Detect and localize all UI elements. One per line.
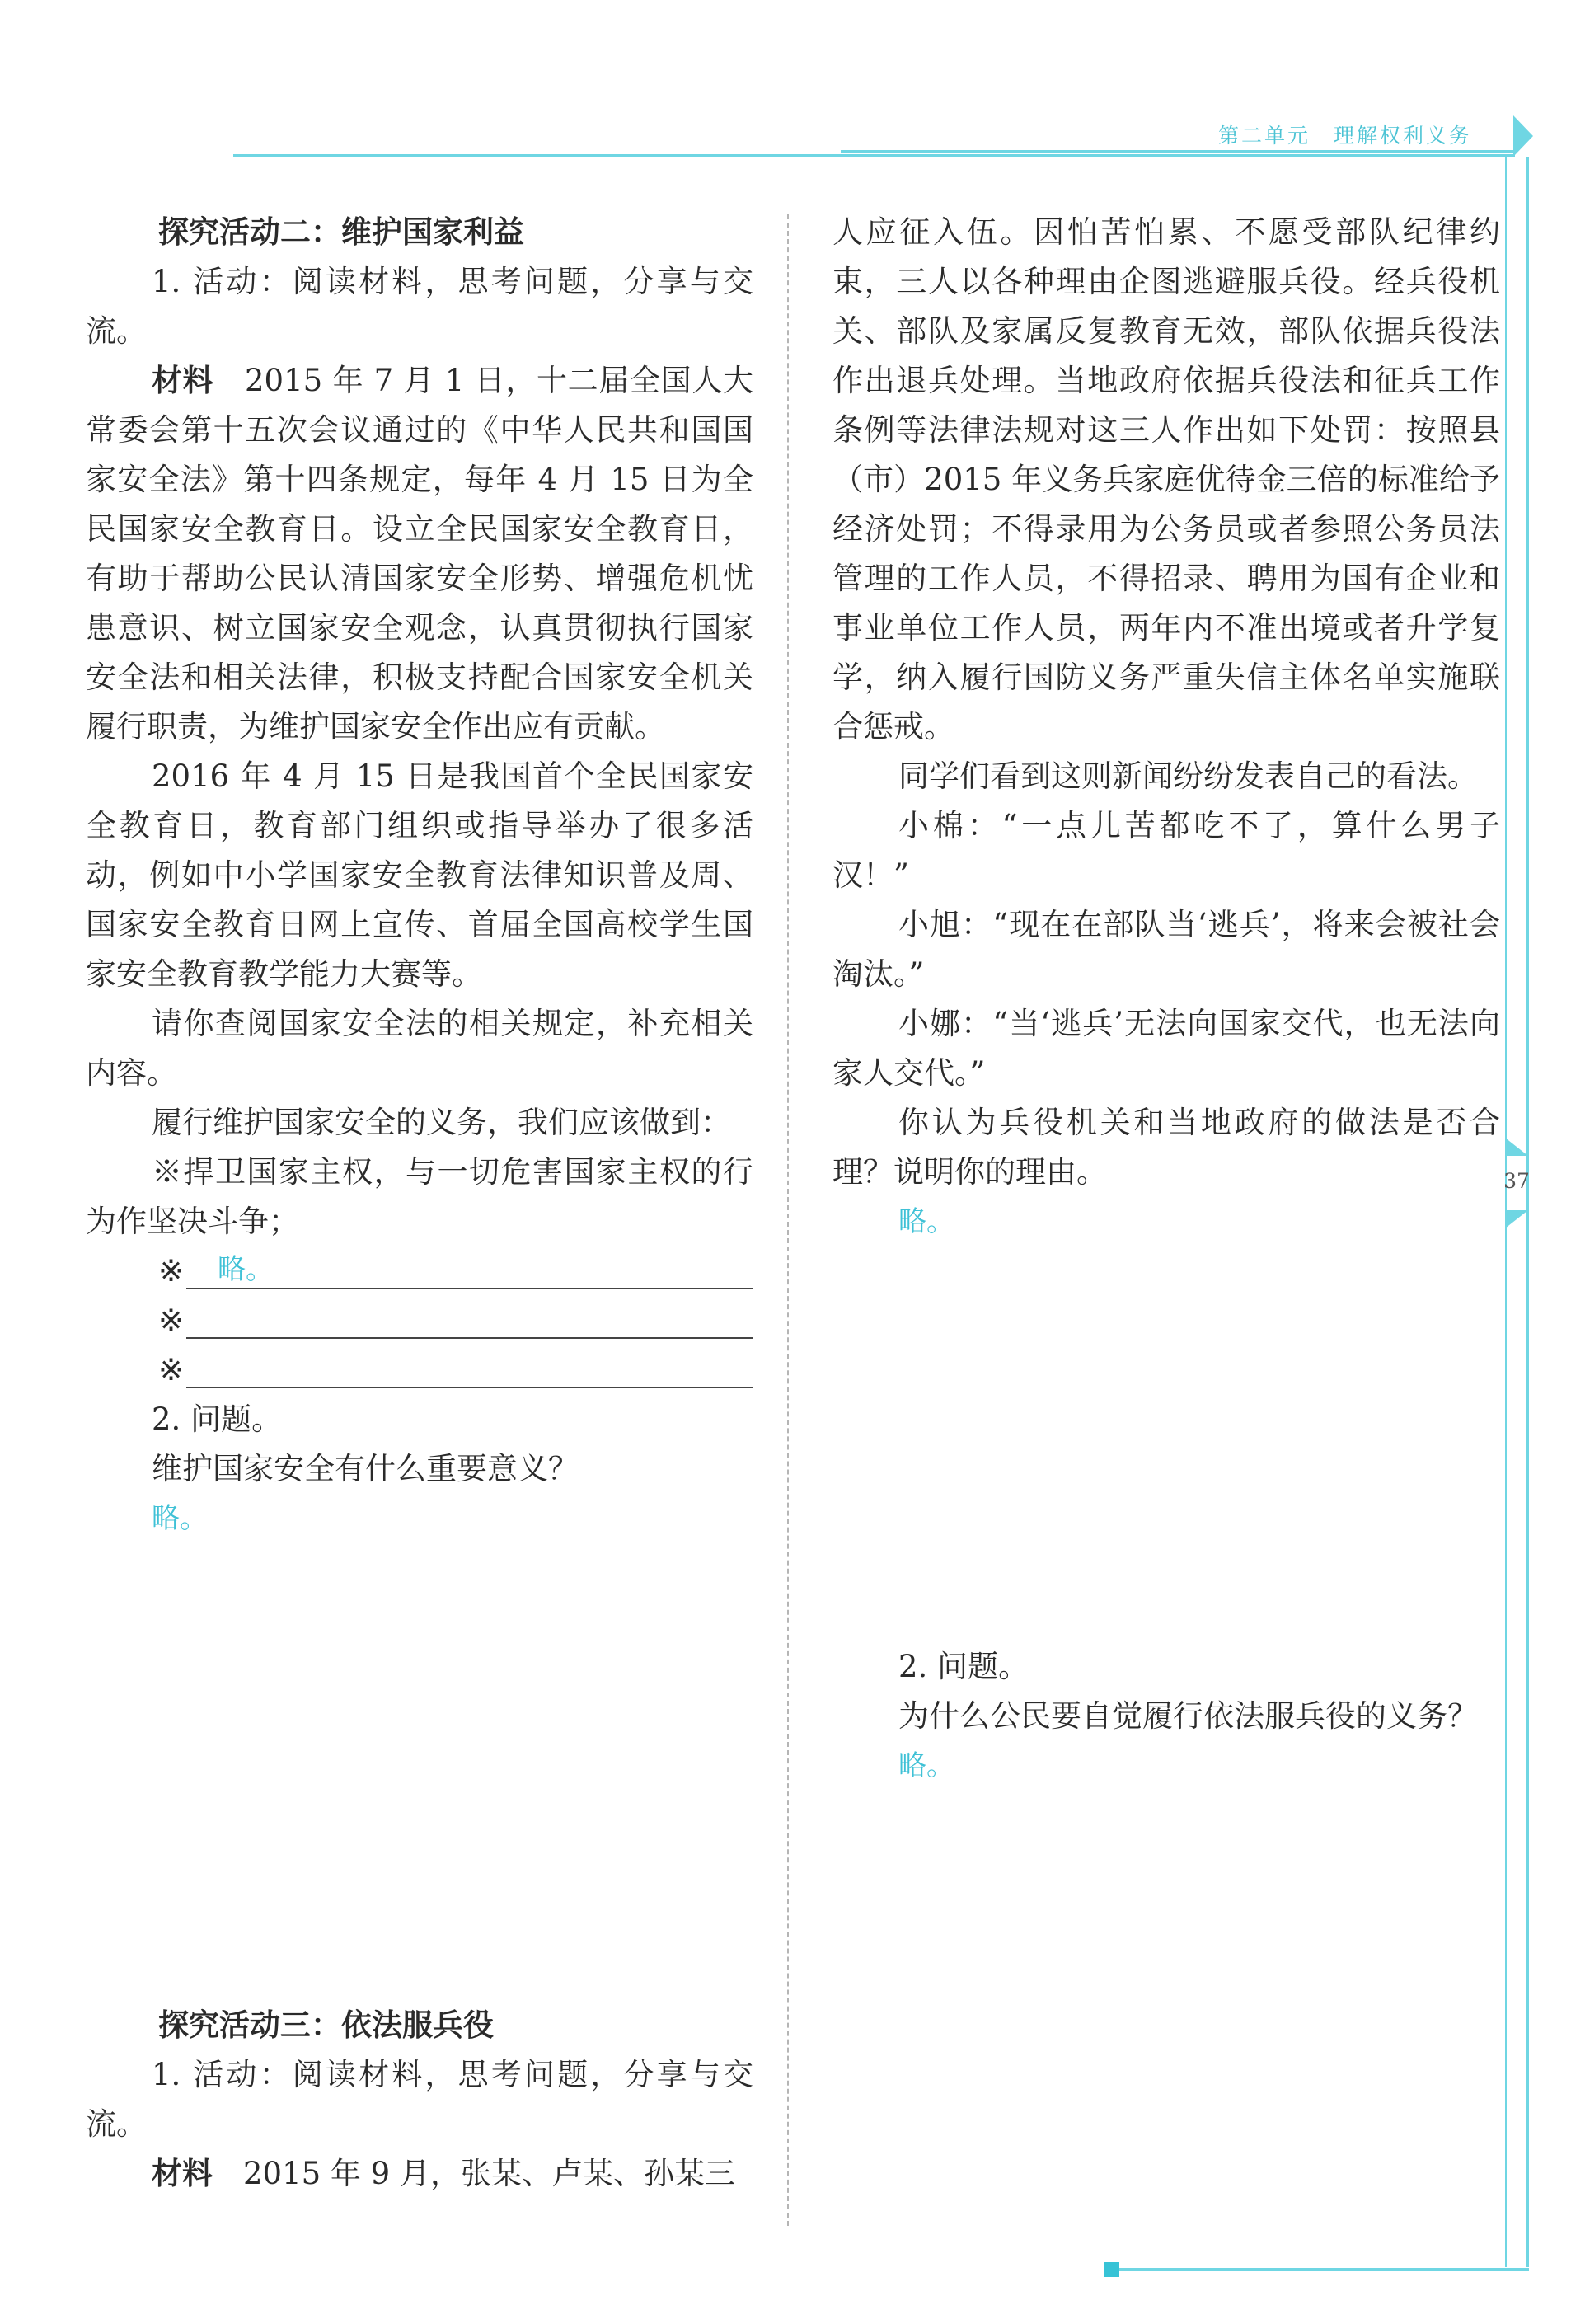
material3-text: 2015 年 9 月，张某、卢某、孙某三 [213,2156,735,2191]
right-border [1526,157,1529,2267]
answer-space [86,1543,753,2001]
blank-row-3[interactable] [86,1345,753,1395]
answer: 略。 [152,1502,208,1535]
material-label: 材料 [152,363,214,398]
activity3-title: 探究活动三：依法服兵役 [158,2007,494,2043]
page-tab-upper [1505,1138,1528,1156]
activity3-item1: 1. 活动：阅读材料，思考问题，分享与交流。 [86,2057,753,2142]
activity2-item1: 1. 活动：阅读材料，思考问题，分享与交流。 [86,264,753,349]
answer-1: 略。 [898,1205,954,1238]
comment-xiaomian: 小棉：“一点儿苦都吃不了，算什么男子汉！” [832,808,1500,893]
material-text: 2015 年 7 月 1 日，十二届全国人大常委会第十五次会议通过的《中华人民共和国国家安全法》第十四条规定，每年 4 月 15 日为全民国家安全教育日。设立全民国家安全教育日，有助于帮助公民认清国家安全形势、增强危机忧患意识、树立国家安全观念，认真贯彻执行国家安全法和相关法律，积极支持配合国家安全机关履行职责，为维护国家安全作出应有贡献。 [86,363,753,744]
header-rule [233,154,1515,157]
answer-2: 略。 [898,1749,954,1782]
material3-label: 材料 [152,2156,213,2191]
unit-title: 第二单元 理解权利义务 [1218,124,1473,148]
item2-label: 2. 问题。 [898,1649,1029,1684]
blank-mark: ※ [158,1352,185,1387]
paragraph-2016: 2016 年 4 月 15 日是我国首个全民国家安全教育日，教育部门组织或指导举办了很多活动，例如中小学国家安全教育法律知识普及周、国家安全教育日网上宣传、首届全国高校学生国家安全教育教学能力大赛等。 [86,758,753,992]
answer-space [832,1247,1500,1642]
blank-mark: ※ [158,1253,185,1289]
bottom-rule [1104,2268,1529,2271]
blank-mark: ※ [158,1303,185,1338]
right-column [832,208,1500,1791]
activity2-title: 探究活动二：维护国家利益 [158,214,524,250]
blank-underline [186,1337,753,1339]
material3-continued: 人应征入伍。因怕苦怕累、不愿受部队纪律约束，三人以各种理由企图逃避服兵役。经兵役机关、部队及家属反复教育无效，部队依据兵役法作出退兵处理。当地政府依据兵役法和征兵工作条例等法律法规对这三人作出如下处罚：按照县（市）2015 年义务兵家庭优待金三倍的标准给予经济处罚；不得录用为公务员或者参照公务员法管理的工作人员，不得招录、聘用为国有企业和事业单位工作人员，两年内不准出境或者升学复学，纳入履行国防义务严重失信主体名单实施联合惩戒。 [832,214,1500,744]
duty-item-1: ※捍卫国家主权，与一切危害国家主权的行为作坚决斗争； [86,1154,753,1239]
comment-xiaona: 小娜：“当‘逃兵’无法向国家交代，也无法向家人交代。” [832,1006,1500,1091]
paragraph-query: 请你查阅国家安全法的相关规定，补充相关内容。 [86,1006,753,1091]
item2-label: 2. 问题。 [152,1401,283,1437]
left-column [86,208,753,2199]
blank-row-2[interactable] [86,1296,753,1345]
header-tab-arrow-icon [1513,115,1533,157]
question-2: 为什么公民要自觉履行依法服兵役的义务？ [898,1698,1478,1734]
news-reaction: 同学们看到这则新闻纷纷发表自己的看法。 [898,758,1478,794]
material3-paragraph [86,2149,753,2199]
blank-answer: 略。 [218,1253,274,1286]
material-paragraph [86,356,753,752]
column-divider [787,214,789,2226]
bottom-square-marker [1104,2262,1119,2277]
question-1: 你认为兵役机关和当地政府的做法是否合理？说明你的理由。 [832,1105,1500,1190]
page-number: 37 [1503,1169,1530,1193]
blank-row-1[interactable] [86,1247,753,1296]
comment-xiaoxu: 小旭：“现在在部队当‘逃兵’，将来会被社会淘汰。” [832,907,1500,992]
blank-underline [186,1387,753,1388]
duty-intro: 履行维护国家安全的义务，我们应该做到： [152,1105,731,1140]
question: 维护国家安全有什么重要意义？ [152,1451,579,1486]
page-tab-lower [1505,1210,1528,1228]
